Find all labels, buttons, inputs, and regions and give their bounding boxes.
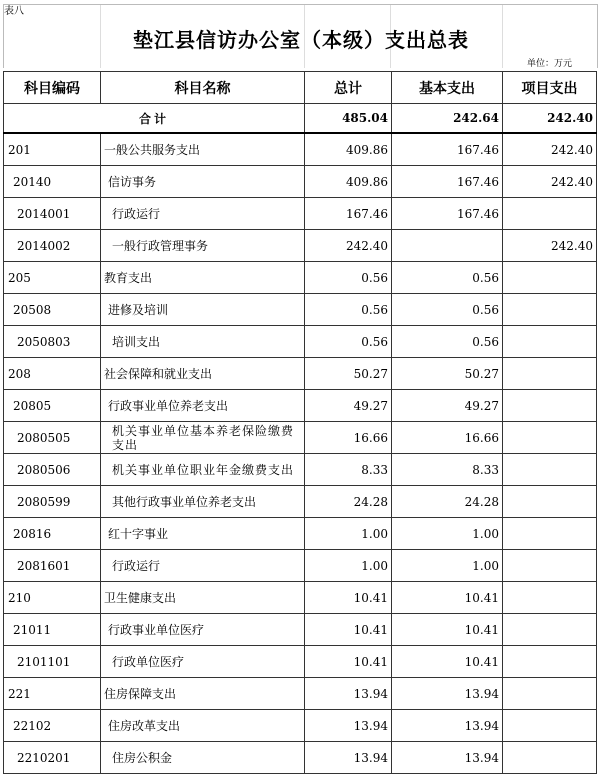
row-total: 13.94	[305, 678, 392, 710]
row-project: 242.40	[503, 166, 597, 198]
row-code: 20805	[4, 390, 101, 422]
row-name: 卫生健康支出	[101, 582, 305, 614]
table-row	[4, 262, 597, 294]
row-project	[503, 646, 597, 678]
row-code: 21011	[4, 614, 101, 646]
row-code: 205	[4, 262, 101, 294]
table-row	[4, 486, 597, 518]
row-name: 信访事务	[101, 166, 305, 198]
row-basic: 16.66	[392, 422, 503, 454]
row-code: 22102	[4, 710, 101, 742]
row-project	[503, 422, 597, 454]
table-row	[4, 678, 597, 710]
row-basic: 24.28	[392, 486, 503, 518]
row-code: 2014002	[4, 230, 101, 262]
row-basic: 10.41	[392, 614, 503, 646]
row-name: 社会保障和就业支出	[101, 358, 305, 390]
header-project: 项目支出	[503, 72, 597, 104]
row-project	[503, 294, 597, 326]
row-total: 0.56	[305, 326, 392, 358]
row-name: 红十字事业	[101, 518, 305, 550]
header-name: 科目名称	[101, 72, 305, 104]
row-code: 2050803	[4, 326, 101, 358]
row-basic: 167.46	[392, 166, 503, 198]
row-project	[503, 198, 597, 230]
table-row	[4, 710, 597, 742]
row-project	[503, 486, 597, 518]
row-project	[503, 358, 597, 390]
row-basic: 0.56	[392, 294, 503, 326]
row-basic: 8.33	[392, 454, 503, 486]
row-basic: 167.46	[392, 133, 503, 166]
table-row	[4, 326, 597, 358]
header-basic: 基本支出	[392, 72, 503, 104]
row-code: 2101101	[4, 646, 101, 678]
table-row	[4, 614, 597, 646]
row-total: 409.86	[305, 166, 392, 198]
expenditure-table	[3, 71, 597, 774]
row-code: 20140	[4, 166, 101, 198]
row-project	[503, 550, 597, 582]
unit-label: 单位：万元	[526, 59, 572, 69]
row-name: 机关事业单位基本养老保险缴费支出	[101, 422, 305, 454]
row-basic	[392, 230, 503, 262]
row-code: 2080506	[4, 454, 101, 486]
header-row	[4, 72, 597, 104]
row-total: 16.66	[305, 422, 392, 454]
row-total: 167.46	[305, 198, 392, 230]
row-total: 49.27	[305, 390, 392, 422]
row-total: 0.56	[305, 294, 392, 326]
table-row	[4, 390, 597, 422]
table-row	[4, 582, 597, 614]
row-name: 行政运行	[101, 550, 305, 582]
row-total: 8.33	[305, 454, 392, 486]
row-total: 1.00	[305, 550, 392, 582]
row-basic: 10.41	[392, 582, 503, 614]
row-basic: 10.41	[392, 646, 503, 678]
table-row	[4, 198, 597, 230]
row-total: 1.00	[305, 518, 392, 550]
row-name: 行政运行	[101, 198, 305, 230]
row-code: 2080599	[4, 486, 101, 518]
table-row	[4, 518, 597, 550]
row-total: 409.86	[305, 133, 392, 166]
row-basic: 50.27	[392, 358, 503, 390]
row-code: 201	[4, 133, 101, 166]
row-total: 10.41	[305, 614, 392, 646]
table-row	[4, 133, 597, 166]
row-total: 10.41	[305, 646, 392, 678]
row-code: 221	[4, 678, 101, 710]
total-row	[4, 104, 597, 134]
row-project	[503, 742, 597, 774]
row-code: 210	[4, 582, 101, 614]
row-name: 机关事业单位职业年金缴费支出	[101, 454, 305, 486]
row-project	[503, 390, 597, 422]
page-title: 垫江县信访办公室（本级）支出总表	[133, 28, 469, 52]
row-basic: 13.94	[392, 710, 503, 742]
row-code: 2081601	[4, 550, 101, 582]
row-name: 住房改革支出	[101, 710, 305, 742]
sheet-tag: 表八	[4, 6, 24, 17]
row-name: 行政事业单位养老支出	[101, 390, 305, 422]
row-total: 242.40	[305, 230, 392, 262]
total-project: 242.40	[503, 104, 597, 134]
row-basic: 49.27	[392, 390, 503, 422]
row-project: 242.40	[503, 133, 597, 166]
row-basic: 167.46	[392, 198, 503, 230]
row-total: 10.41	[305, 582, 392, 614]
row-code: 20816	[4, 518, 101, 550]
row-total: 50.27	[305, 358, 392, 390]
row-name: 行政事业单位医疗	[101, 614, 305, 646]
row-name: 进修及培训	[101, 294, 305, 326]
row-code: 2210201	[4, 742, 101, 774]
row-project	[503, 454, 597, 486]
total-basic: 242.64	[392, 104, 503, 134]
row-project	[503, 262, 597, 294]
row-project	[503, 710, 597, 742]
row-total: 13.94	[305, 742, 392, 774]
row-name: 教育支出	[101, 262, 305, 294]
row-basic: 1.00	[392, 518, 503, 550]
row-name: 一般公共服务支出	[101, 133, 305, 166]
row-name: 其他行政事业单位养老支出	[101, 486, 305, 518]
row-total: 0.56	[305, 262, 392, 294]
row-basic: 1.00	[392, 550, 503, 582]
table-row	[4, 454, 597, 486]
total-total: 485.04	[305, 104, 392, 134]
table-row	[4, 358, 597, 390]
row-code: 2080505	[4, 422, 101, 454]
row-project: 242.40	[503, 230, 597, 262]
row-basic: 13.94	[392, 742, 503, 774]
table-row	[4, 422, 597, 454]
row-name: 住房保障支出	[101, 678, 305, 710]
row-basic: 0.56	[392, 326, 503, 358]
header-total: 总计	[305, 72, 392, 104]
table-row	[4, 166, 597, 198]
row-project	[503, 582, 597, 614]
row-name: 行政单位医疗	[101, 646, 305, 678]
row-project	[503, 678, 597, 710]
row-name: 住房公积金	[101, 742, 305, 774]
row-code: 20508	[4, 294, 101, 326]
header-code: 科目编码	[4, 72, 101, 104]
row-project	[503, 614, 597, 646]
row-total: 13.94	[305, 710, 392, 742]
row-code: 2014001	[4, 198, 101, 230]
table-row	[4, 646, 597, 678]
row-total: 24.28	[305, 486, 392, 518]
row-project	[503, 518, 597, 550]
row-name: 一般行政管理事务	[101, 230, 305, 262]
row-basic: 13.94	[392, 678, 503, 710]
row-basic: 0.56	[392, 262, 503, 294]
table-row	[4, 742, 597, 774]
table-row	[4, 294, 597, 326]
table-row	[4, 230, 597, 262]
row-code: 208	[4, 358, 101, 390]
row-name: 培训支出	[101, 326, 305, 358]
table-row	[4, 550, 597, 582]
total-label: 合计	[4, 104, 305, 134]
row-project	[503, 326, 597, 358]
